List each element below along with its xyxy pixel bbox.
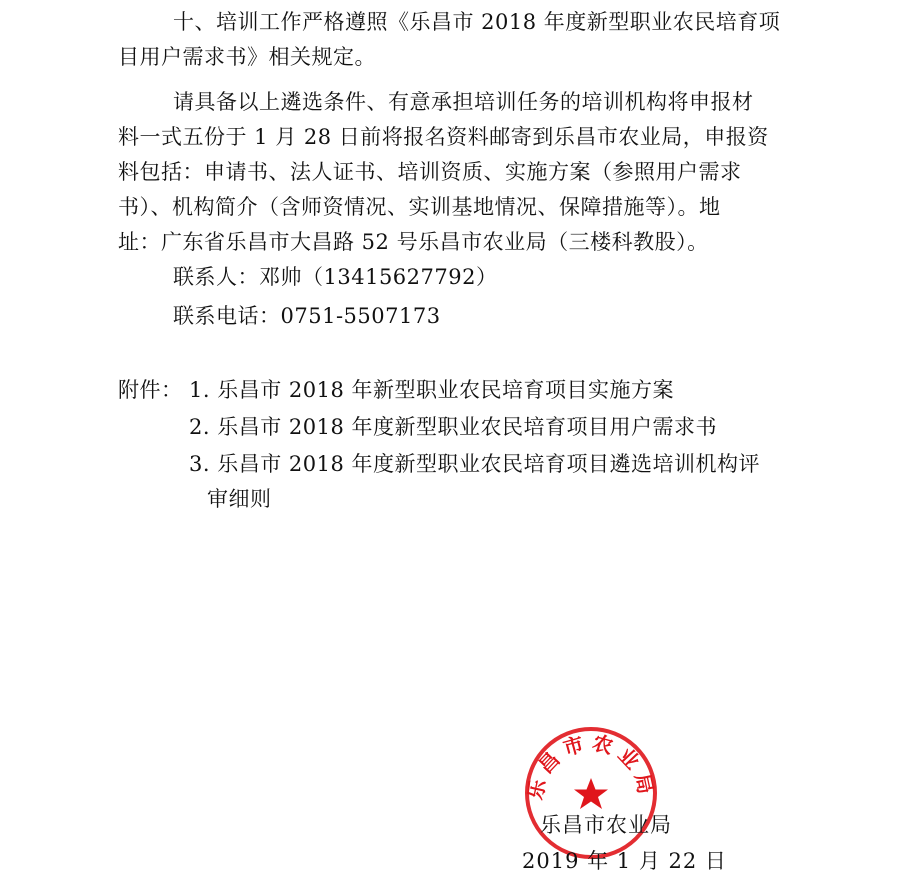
- apply-line3: 料包括：申请书、法人证书、培训资质、实施方案（参照用户需求: [118, 160, 742, 184]
- attachment-item-3-line1: 3. 乐昌市 2018 年度新型职业农民培育项目遴选培训机构评: [189, 452, 761, 476]
- signature-org: 乐昌市农业局: [540, 813, 672, 837]
- contact-phone: 联系电话：0751-5507173: [173, 304, 441, 328]
- attachment-item-2: 2. 乐昌市 2018 年度新型职业农民培育项目用户需求书: [189, 415, 718, 439]
- apply-line5: 址：广东省乐昌市大昌路 52 号乐昌市农业局（三楼科教股）。: [118, 230, 709, 254]
- seal-text: 乐昌市农业局: [522, 730, 660, 802]
- item10-line2: 目用户需求书》相关规定。: [118, 45, 376, 69]
- official-seal: [522, 724, 660, 862]
- attachment-item-3-line2: 审细则: [207, 487, 272, 511]
- attachment-item-1: 1. 乐昌市 2018 年新型职业农民培育项目实施方案: [189, 378, 675, 402]
- item10-line1: 十、培训工作严格遵照《乐昌市 2018 年度新型职业农民培育项: [173, 10, 781, 34]
- apply-line4: 书）、机构简介（含师资情况、实训基地情况、保障措施等）。地: [118, 195, 721, 219]
- contact-person: 联系人：邓帅（13415627792）: [173, 265, 498, 289]
- attachments-label: 附件：: [118, 378, 183, 402]
- signature-date: 2019 年 1 月 22 日: [522, 849, 727, 873]
- apply-line1: 请具备以上遴选条件、有意承担培训任务的培训机构将申报材: [173, 90, 754, 114]
- star-icon: [574, 778, 608, 809]
- apply-line2: 料一式五份于 1 月 28 日前将报名资料邮寄到乐昌市农业局，申报资: [118, 125, 769, 149]
